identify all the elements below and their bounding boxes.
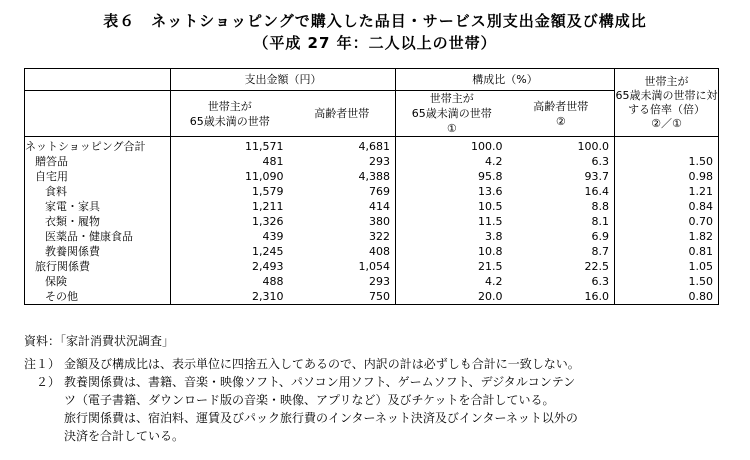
ratio-elderly: 16.4 — [508, 184, 615, 199]
ratio-elderly: 8.8 — [508, 199, 615, 214]
ratio-elderly: 8.7 — [508, 244, 615, 259]
ratio-elderly: 6.3 — [508, 274, 615, 289]
ratio-under65: 95.8 — [396, 169, 508, 184]
ratio-elderly-header-label: 高齢者世帯 — [533, 99, 589, 113]
multiple-value: 1.21 — [615, 184, 719, 199]
multiple-value: 1.05 — [615, 259, 719, 274]
note-2-text: 教養関係費は、書籍、音楽・映像ソフト、パソコン用ソフト、ゲームソフト、デジタルコンテン — [64, 375, 576, 389]
note-2-continuation-3: 決済を合計している。 — [64, 429, 185, 443]
ratio-under65-header-line-2: 65歳未満の世帯 — [411, 107, 492, 120]
multiple-value: 0.80 — [615, 289, 719, 305]
multiple-value: 0.81 — [615, 244, 719, 259]
row-label: 医薬品・健康食品 — [25, 229, 171, 244]
ratio-under65-mark: ① — [446, 122, 457, 135]
source-line: 資料：「家計消費状況調査」 — [24, 334, 175, 348]
amount-under65: 481 — [262, 155, 284, 168]
table-row — [25, 274, 719, 289]
ratio-elderly: 6.9 — [508, 229, 615, 244]
table-title: 表６ ネットショッピングで購入した品目・サービス別支出金額及び構成比 — [103, 12, 647, 30]
ratio-elderly-mark: ② — [555, 114, 566, 128]
row-label: 自宅用 — [25, 169, 171, 184]
ratio-elderly: 100.0 — [508, 137, 615, 155]
ratio-elderly: 22.5 — [508, 259, 615, 274]
note-1 — [24, 355, 580, 373]
amount-under65: 1,326 — [252, 215, 284, 228]
amt-elderly-header: 高齢者世帯 — [289, 91, 396, 137]
note-2-continuation-1: ツ（電子書籍、ダウンロード版の音楽・映像、アプリなど）及びチケットを合計している。 — [64, 393, 555, 407]
row-label: 旅行関係費 — [25, 259, 171, 274]
row-label: ネットショッピング合計 — [25, 137, 171, 155]
row-label: 食料 — [25, 184, 171, 199]
multiple-header-line-4: ②／① — [651, 116, 682, 130]
ratio-under65: 11.5 — [396, 214, 508, 229]
table-row — [25, 169, 719, 184]
note-1-text: 金額及び構成比は、表示単位に四捨五入してあるので、内訳の計は必ずしも合計に一致しない。 — [64, 357, 580, 371]
expenditure-table — [24, 68, 719, 305]
multiple-value — [615, 137, 719, 155]
note-2-key: ２） — [24, 375, 61, 389]
ratio-elderly: 93.7 — [508, 169, 615, 184]
amount-elderly: 380 — [369, 215, 390, 228]
amt-under65-header-line-1: 世帯主が — [207, 99, 252, 113]
table-row — [25, 184, 719, 199]
table-row — [25, 199, 719, 214]
ratio-under65-header-line-1: 世帯主が — [429, 92, 474, 105]
amount-elderly: 4,388 — [358, 170, 390, 183]
table-row — [25, 214, 719, 229]
table-row — [25, 259, 719, 274]
multiple-value: 1.82 — [615, 229, 719, 244]
note-2 — [24, 373, 580, 391]
row-label: 教養関係費 — [25, 244, 171, 259]
row-label: 贈答品 — [25, 154, 171, 169]
ratio-under65: 4.2 — [396, 154, 508, 169]
ratio-under65: 10.5 — [396, 199, 508, 214]
multiple-value: 0.84 — [615, 199, 719, 214]
multiple-value: 0.98 — [615, 169, 719, 184]
note-1-key: 注１） — [24, 357, 61, 371]
ratio-under65: 3.8 — [396, 229, 508, 244]
table-row — [25, 289, 719, 305]
table-row — [25, 137, 719, 155]
multiple-header-line-1: 世帯主が — [644, 74, 689, 88]
multiple-value: 0.70 — [615, 214, 719, 229]
amount-elderly: 750 — [289, 289, 396, 305]
corner-cell — [25, 69, 171, 91]
ratio-header: 構成比（%） — [396, 69, 615, 91]
amount-elderly: 293 — [369, 275, 390, 288]
multiple-value: 1.50 — [615, 154, 719, 169]
amount-under65: 1,579 — [252, 185, 284, 198]
row-label: その他 — [25, 289, 171, 305]
ratio-elderly: 6.3 — [508, 154, 615, 169]
ratio-under65: 4.2 — [396, 274, 508, 289]
table-row — [25, 229, 719, 244]
amount-elderly: 1,054 — [358, 260, 390, 273]
amt-under65-header — [171, 91, 289, 137]
notes-block — [24, 355, 580, 445]
ratio-under65: 100.0 — [396, 137, 508, 155]
row-label: 家電・家具 — [25, 199, 171, 214]
ratio-under65: 21.5 — [396, 259, 508, 274]
ratio-under65: 10.8 — [396, 244, 508, 259]
amount-elderly: 414 — [369, 200, 390, 213]
row-label: 保険 — [25, 274, 171, 289]
multiple-header — [615, 69, 719, 137]
amount-under65: 1,211 — [252, 200, 284, 213]
amount-elderly: 769 — [369, 185, 390, 198]
note-2-continuation-2: 旅行関係費は、宿泊料、運賃及びパック旅行費のインターネット決済及びインターネット以外の — [64, 411, 578, 425]
amount-under65: 11,571 — [245, 140, 284, 153]
amount-elderly: 322 — [369, 230, 390, 243]
amount-under65: 488 — [262, 275, 284, 288]
amount-under65: 2,493 — [252, 260, 284, 273]
amount-under65: 439 — [262, 230, 284, 243]
multiple-header-line-3: する倍率（倍） — [628, 102, 706, 116]
amount-elderly: 4,681 — [358, 140, 390, 153]
table-row — [25, 244, 719, 259]
multiple-header-line-2: 65歳未満の世帯に対 — [615, 88, 718, 102]
ratio-under65-header — [396, 91, 508, 137]
multiple-value: 1.50 — [615, 274, 719, 289]
amount-under65: 1,245 — [252, 245, 284, 258]
table-subtitle: （平成 27 年：二人以上の世帯） — [253, 34, 497, 52]
row-label: 衣類・履物 — [25, 214, 171, 229]
amount-under65: 11,090 — [245, 170, 284, 183]
ratio-elderly: 8.1 — [508, 214, 615, 229]
ratio-elderly: 16.0 — [508, 289, 615, 305]
table-body — [25, 137, 719, 305]
amount-elderly: 293 — [369, 155, 390, 168]
ratio-elderly-header — [508, 91, 615, 137]
amount-under65: 2,310 — [171, 289, 289, 305]
amt-under65-header-line-2: 65歳未満の世帯 — [189, 114, 270, 128]
amount-elderly: 408 — [369, 245, 390, 258]
ratio-under65: 13.6 — [396, 184, 508, 199]
amount-header: 支出金額（円） — [171, 69, 396, 91]
ratio-under65: 20.0 — [396, 289, 508, 305]
corner-cell-lower — [25, 91, 171, 137]
table-row — [25, 154, 719, 169]
